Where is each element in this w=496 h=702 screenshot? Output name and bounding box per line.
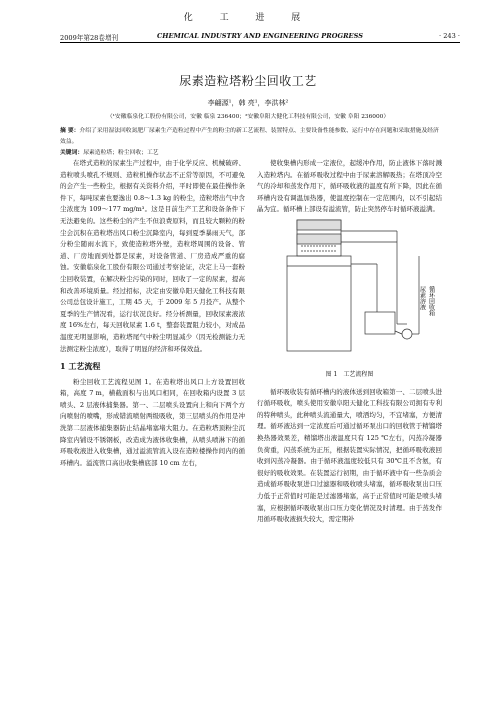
running-header [60,32,460,43]
section-heading: 1 工艺流程 [60,361,101,372]
journal-english: CHEMICAL INDUSTRY AND ENGINEERING PROGRESS [157,32,363,40]
fig-label-box: 循环回收箱 [427,285,435,316]
fig-label-solution: 尿素溶液 [418,285,426,310]
paragraph: 粉尘回收工艺流程见图 1。在造粒塔出风口上方设置回收箱，高度 7 m，横截面积与出风口相同，在回收箱内设置 3 层喷头、2 层液体捕集器。第一、二层喷头设置向上和向下两个方向喷射的喷嘴，形成错流喷射两级吸收，第三层喷头的作用是冲洗第二层液体捕集器防止结晶堵塞堵大阻力。在造粒塔顶粉尘沉降室内铺设不锈钢板，改造成为液体收集槽，从喷头喷淋下的循环吸收液进入收集槽，通过溢流管流入设在造粒楼操作间内的循环槽内。溢流管口高出收集槽底部 10 cm 左右， [60,377,245,467]
left-column [60,158,245,469]
affiliation: （¹安徽临泉化工股份有限公司，安徽 临泉 236400；²安徽阜阳大健化工科技有限公司，安徽 阜阳 236000） [106,114,390,120]
keywords-label: 关键词： [60,150,84,156]
page-number: · 243 · [439,32,460,40]
abstract-text: 介绍了采用湿法回收氮肥厂尿素生产造粒过程中产生的粉尘的新工艺流程、装置特点、主要设备性能参数、运行中存在问题和采取措施及经济效益。 [60,128,439,145]
abstract [60,126,440,148]
journal-name: 化 工 进 展 [183,13,313,23]
figure-caption: 图 1 工艺流程图 [325,370,374,378]
keywords-text: 尿素造粒塔；粉尘回收；工艺 [83,150,159,156]
abstract-label: 摘 要： [60,128,80,134]
article-title: 尿素造粒塔粉尘回收工艺 [179,74,317,88]
issue-info: 2009年第28卷增刊 [60,34,119,42]
paragraph: 在塔式造粒的尿素生产过程中，由于化学反应、机械破碎、造粒喷头喷孔不规则、造粒机操作状态不正常等原因，不可避免的会产生一些粉尘，根据有关资料介绍，平时即使在最佳操作条件下，每吨尿素也要逸出 0.8～1.3 kg 的粉尘，造粒塔出气中含尘浓度为 109～177 mg/m³。这是目前生产工艺和设备条件下无法避免的。这些粉尘的产生不但浪费原料，而且较大颗粒的粉尘会沉积在造粒塔出风口粉尘沉降室内，每到夏季暴雨天气，部分粉尘随雨水流下，致使造粒塔外壁，造粒塔周围的设备、管道、厂房地面到处都是尿素，对设备管道、厂房造成严重的腐蚀。安徽临泉化工股份有限公司通过考察论证，决定上马一套粉尘回收装置，在解决粉尘污染的同时，回收了一定的尿素，提高和改善环境质量。经过招标，决定由安徽阜阳天健化工科技有限公司总包设计施工，工期 45 天，于 2009 年 5 月投产。从整个夏季的生产情况看，运行状况良好。经分析测量，回收尿素液浓度 16%左右，每天回收尿素 1.6 t，整套装置阻力较小，对成品温度无明显影响，造粒塔尾气中粉尘明显减少（因无检测能力无法测定粉尘浓度），取得了明显的经济和环保效益。 [60,159,245,353]
authors: 李翩源¹，韩 亮¹，李洪林² [207,99,289,107]
abstract-block [60,126,440,159]
paragraph: 循环吸收装有循环槽内的液体送到回收箱第一、二层喷头进行循环吸收，喷头使用安徽阜阳天健化工科技有限公司拥有专利的特种喷头，此种喷头流通量大，喷洒均匀，不宜堵塞，方便清理。循环液达到一定浓度后可通过循环泵出口的回收管于精馏塔换热器效果差，精馏塔出液温度只有 125 ℃左右，闪蒸冷凝器负荷重，闪蒸系统为正压，根据装置实际情况，把循环吸收液回收到闪蒸冷凝器。由于循环液温度较低只有 30℃且不含氨，有很好的吸收效果。在装置运行初期，由于循环液中有一些杂质会造成循环吸收泵进口过滤器和吸收喷头堵塞，循环吸收泵出口压力低于正常值时可能是过滤器堵塞，高于正常值时可能是喷头堵塞，应根据循环吸收泵出口压力变化情况及时清理。由于蒸发作用循环吸收液损失较大，需定期补 [257,387,442,524]
process-flow-diagram [257,216,442,366]
process-flow-figure [257,216,442,366]
right-column [257,158,442,526]
paragraph: 使收集槽内形成一定液位，起缓冲作用，防止液体下落时溅入造粒塔内。在循环吸收过程中由于尿素溶解吸热；在塔顶冷空气的冷却和蒸发作用下，循环吸收液的温度有所下降，因此在循环槽内设有调温加热器，使温度控制在一定范围内，以不引起结晶为宜。循环槽上部设有溢流管，防止突然停车时循环液溢满。 [257,159,442,214]
